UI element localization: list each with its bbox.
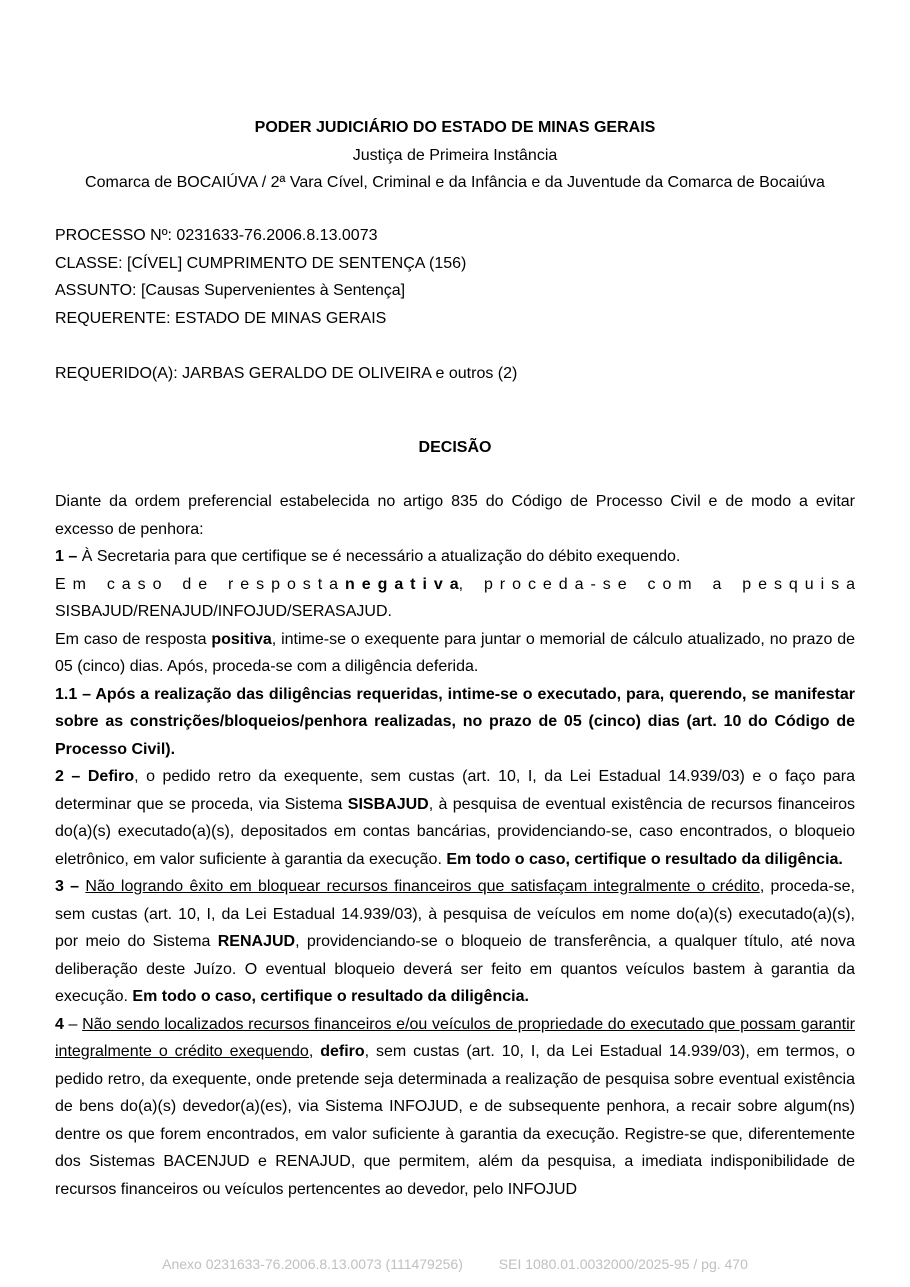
- footer-sei: SEI 1080.01.0032000/2025-95 / pg. 470: [498, 1256, 748, 1272]
- item-1-negative: E m c a s o d e r e s p o s t a n e g a t i v a, p r o c e d a - s e c o m a p e s q u i s a: [55, 575, 856, 593]
- court-title: PODER JUDICIÁRIO DO ESTADO DE MINAS GERAIS: [254, 119, 656, 136]
- footer-anexo: Anexo 0231633-76.2006.8.13.0073 (111479256): [162, 1256, 463, 1272]
- process-number: PROCESSO Nº: 0231633-76.2006.8.13.0073: [55, 227, 378, 244]
- page-footer: [0, 1256, 910, 1272]
- process-defendant: REQUERIDO(A): JARBAS GERALDO DE OLIVEIRA e outros (2): [55, 365, 518, 382]
- instance-line: Justiça de Primeira Instância: [352, 147, 558, 164]
- decision-body: [55, 488, 855, 1203]
- decision-title: DECISÃO: [418, 439, 492, 456]
- process-class: CLASSE: [CÍVEL] CUMPRIMENTO DE SENTENÇA (156): [55, 254, 467, 272]
- item-1-1: 1.1 – Após a realização das diligências requeridas, intime-se o executado, para, querendo, se manifestar sobre as constrições/bloqueios/penhora realizadas, no prazo de 05 (cinco) dias (art. 10 do Código de Processo Civil).: [55, 685, 855, 758]
- process-info: [55, 222, 855, 332]
- item-1-systems: SISBAJUD/RENAJUD/INFOJUD/SERASAJUD.: [55, 603, 392, 620]
- process-subject: ASSUNTO: [Causas Supervenientes à Sentença]: [55, 282, 406, 299]
- item-1-positive: Em caso de resposta positiva, intime-se o exequente para juntar o memorial de cálculo atualizado, no prazo de 05 (cinco) dias. Após, proceda-se com a diligência deferida.: [55, 630, 855, 675]
- item-3: 3 – Não logrando êxito em bloquear recursos financeiros que satisfaçam integralmente o crédito, proceda-se, sem custas (art. 10, I, da Lei Estadual 14.939/03), à pesquisa de veículos em nome do(a)(s) executado(a)(s), por meio do Sistema RENAJUD, providenciando-se o bloqueio de transferência, a qualquer título, até nova deliberação deste Juízo. O eventual bloqueio deverá ser feito em quantos veículos bastem à garantia da execução. Em todo o caso, certifique o resultado da diligência.: [55, 878, 856, 1005]
- item-2: 2 – Defiro, o pedido retro da exequente, sem custas (art. 10, I, da Lei Estadual 14.939/03) e o faço para determinar que se proceda, via Sistema SISBAJUD, à pesquisa de eventual existência de recursos financeiros do(a)(s) executado(a)(s), depositados em contas bancárias, providenciando-se, caso encontrados, o bloqueio eletrônico, em valor suficiente à garantia da execução. Em todo o caso, certifique o resultado da diligência.: [55, 768, 856, 868]
- process-plaintiff: REQUERENTE: ESTADO DE MINAS GERAIS: [55, 309, 387, 327]
- comarca-line: Comarca de BOCAIÚVA / 2ª Vara Cível, Criminal e da Infância e da Juventude da Comarca de Bocaiúva: [85, 174, 825, 191]
- intro-paragraph: Diante da ordem preferencial estabelecida no artigo 835 do Código de Processo Civil e de modo a evitar excesso de penhora:: [55, 493, 855, 538]
- item-1: 1 – À Secretaria para que certifique se é necessário a atualização do débito exequendo.: [55, 548, 681, 565]
- item-1-number: 1 –: [55, 548, 78, 565]
- item-4: 4 – Não sendo localizados recursos financeiros e/ou veículos de propriedade do executado que possam garantir integralmente o crédito exequendo, defiro, sem custas (art. 10, I, da Lei Estadual 14.939/03), em termos, o pedido retro, da exequente, onde pretende seja determinada a realização de pesquisa sobre eventual existência de bens do(a)(s) devedor(a)(es), via Sistema INFOJUD, e de subsequente penhora, a recair sobre algum(ns) dentre os que forem encontrados, em valor suficiente à garantia da execução. Registre-se que, diferentemente dos Sistemas BACENJUD e RENAJUD, que permitem, além da pesquisa, a imediata indisponibilidade de recursos financeiros ou veículos pertencentes ao devedor, pelo INFOJUD: [55, 1015, 856, 1198]
